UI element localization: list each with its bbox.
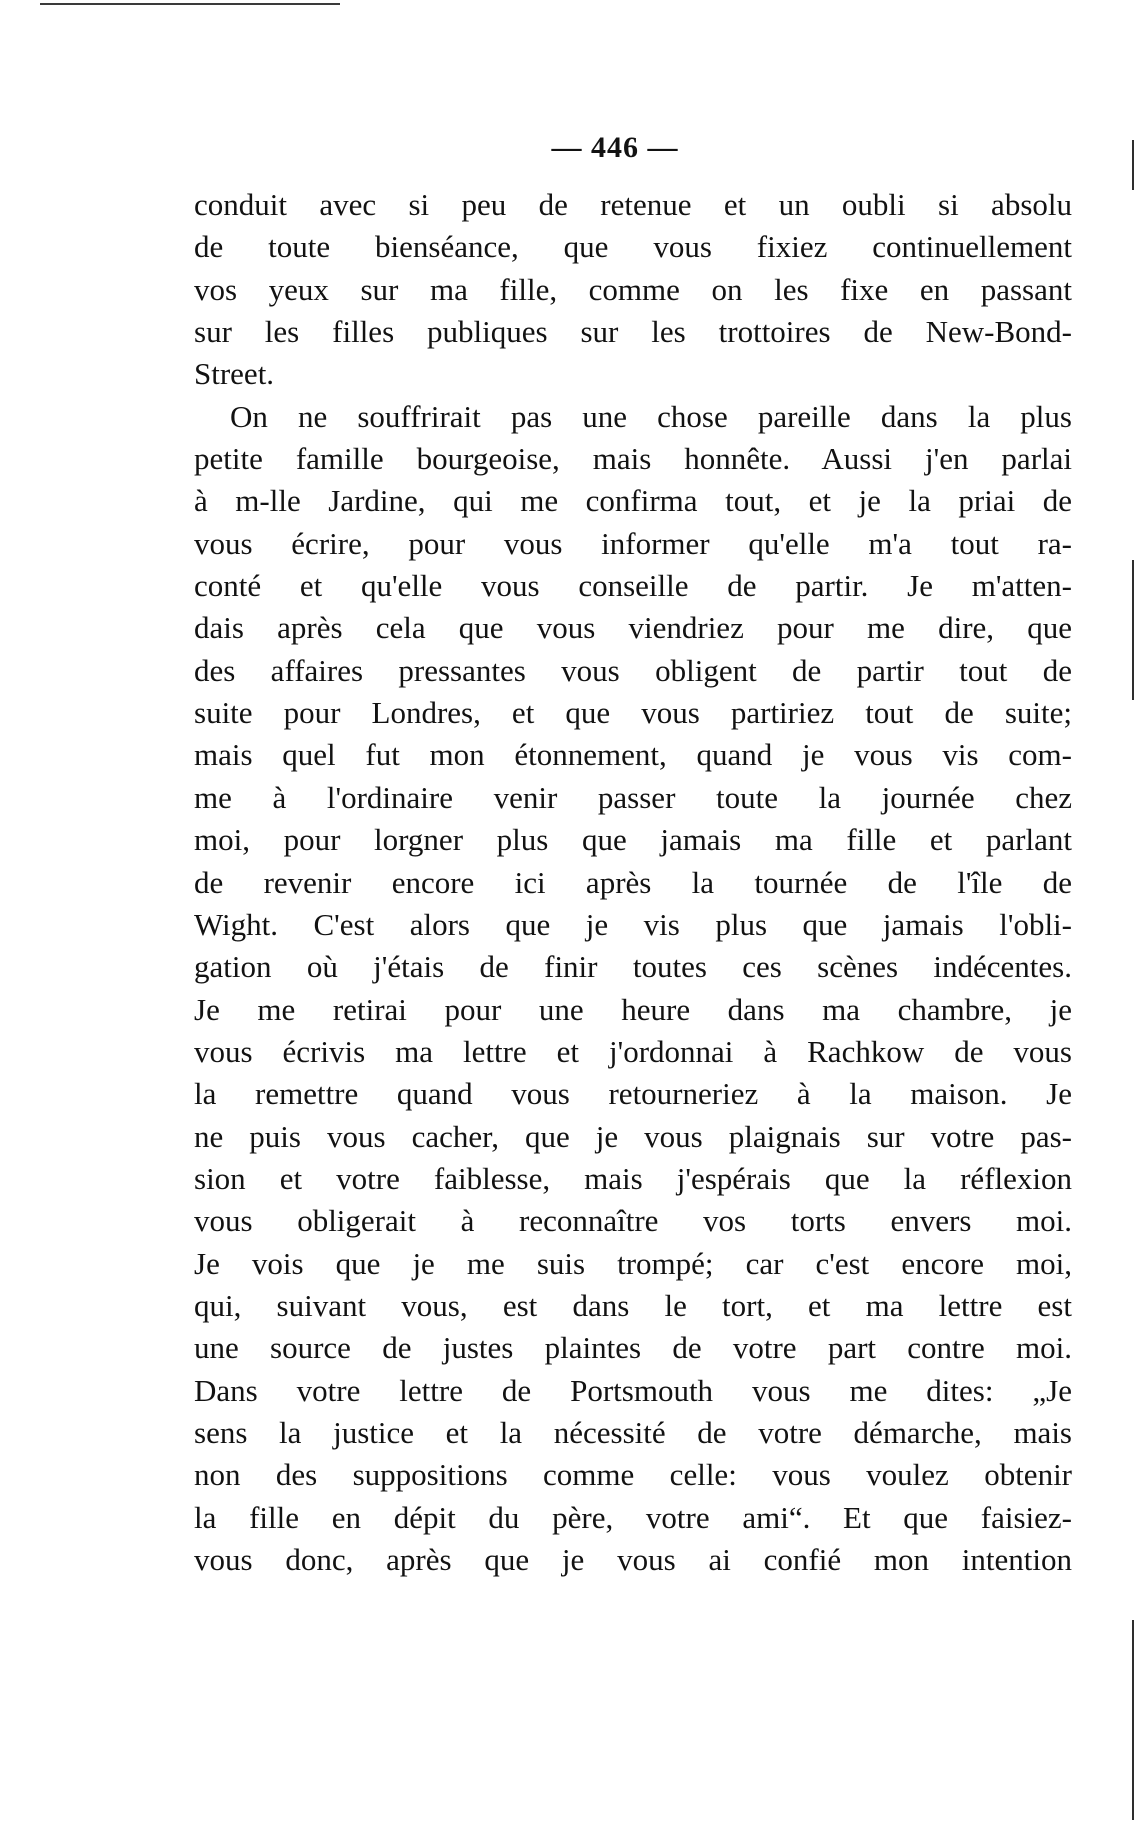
text-line: vous donc, après que je vous ai confié mon intention — [194, 1542, 1072, 1577]
text-line: ne puis vous cacher, que je vous plaignais sur votre pas- — [194, 1118, 1072, 1154]
text-line: moi, pour lorgner plus que jamais ma fille et parlant — [194, 822, 1072, 858]
text-line: conduit avec si peu de retenue et un oubli si absolu — [194, 187, 1072, 222]
text-line: qui, suivant vous, est dans le tort, et ma lettre est — [194, 1287, 1072, 1323]
text-line: vous obligerait à reconnaître vos torts envers moi. — [194, 1203, 1072, 1239]
text-line: dais après cela que vous viendriez pour me dire, que — [194, 610, 1072, 646]
scan-edge-shadow — [1132, 560, 1134, 700]
text-line: de revenir encore ici après la tournée de l'île de — [194, 864, 1072, 900]
text-line: la fille en dépit du père, votre ami“. Et que faisiez- — [194, 1499, 1072, 1535]
text-line: à m-lle Jardine, qui me confirma tout, et je la priai de — [194, 483, 1072, 519]
text-line: sur les filles publiques sur les trottoires de New-Bond- — [194, 314, 1072, 350]
text-line: non des suppositions comme celle: vous voulez obtenir — [194, 1457, 1072, 1493]
text-line: mais quel fut mon étonnement, quand je vous vis com- — [194, 737, 1072, 773]
text-line: On ne souffrirait pas une chose pareille dans la plus — [230, 398, 1072, 434]
text-line: sion et votre faiblesse, mais j'espérais que la réflexion — [194, 1160, 1072, 1196]
text-line: suite pour Londres, et que vous partiriez tout de suite; — [194, 695, 1072, 731]
text-line: Street. — [194, 356, 275, 392]
text-line: des affaires pressantes vous obligent de partir tout de — [194, 652, 1072, 688]
scan-edge-shadow — [1132, 1620, 1134, 1820]
text-line: Je me retirai pour une heure dans ma chambre, je — [194, 991, 1072, 1027]
text-line: petite famille bourgeoise, mais honnête. Aussi j'en parlai — [194, 441, 1072, 477]
text-line: vous écrivis ma lettre et j'ordonnai à Rachkow de vous — [194, 1033, 1072, 1069]
text-line: conté et qu'elle vous conseille de partir. Je m'atten- — [194, 568, 1072, 604]
text-line: la remettre quand vous retourneriez à la maison. Je — [194, 1076, 1072, 1112]
text-line: une source de justes plaintes de votre part contre moi. — [194, 1330, 1072, 1366]
text-line: Je vois que je me suis trompé; car c'est encore moi, — [194, 1245, 1072, 1281]
text-line: me à l'ordinaire venir passer toute la journée chez — [194, 779, 1072, 815]
text-line: vos yeux sur ma fille, comme on les fixe en passant — [194, 271, 1072, 307]
text-line: Wight. C'est alors que je vis plus que jamais l'obli- — [194, 906, 1072, 942]
text-line: sens la justice et la nécessité de votre démarche, mais — [194, 1414, 1072, 1450]
scan-edge-rule — [40, 3, 340, 5]
text-line: vous écrire, pour vous informer qu'elle m'a tout ra- — [194, 525, 1072, 561]
page-number: — 446 — — [551, 131, 679, 164]
text-line: gation où j'étais de finir toutes ces scènes indécentes. — [194, 949, 1072, 985]
text-line: Dans votre lettre de Portsmouth vous me dites: „Je — [194, 1372, 1072, 1408]
body-text — [194, 184, 1072, 1581]
text-line: de toute bienséance, que vous fixiez continuellement — [194, 229, 1072, 265]
